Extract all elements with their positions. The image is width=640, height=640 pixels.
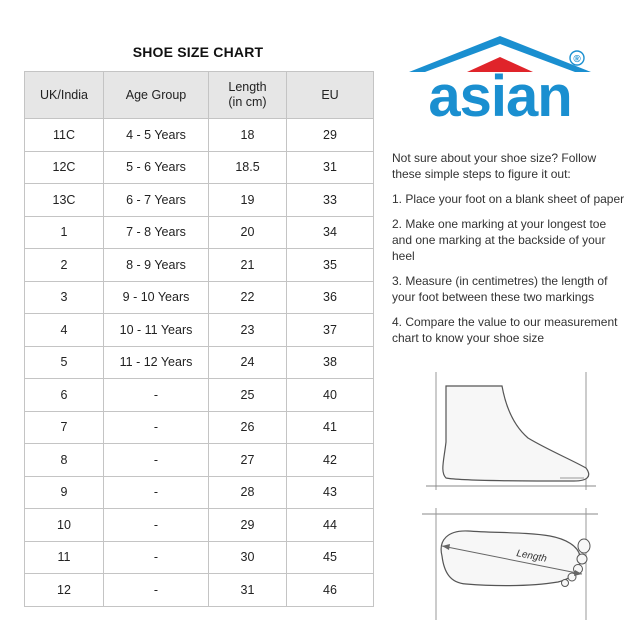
cell-age-group: -: [104, 541, 209, 574]
cell-uk-india: 11C: [25, 119, 104, 152]
registered-mark: ®: [573, 54, 581, 65]
cell-length: 25: [209, 379, 287, 412]
cell-eu: 44: [287, 509, 374, 542]
table-row: [25, 281, 374, 314]
cell-uk-india: 7: [25, 411, 104, 444]
instructions-intro: Not sure about your shoe size? Follow these simple steps to figure it out:: [392, 151, 597, 181]
cell-length: 20: [209, 216, 287, 249]
table-row: [25, 476, 374, 509]
asian-logo: [405, 34, 595, 124]
cell-length: 24: [209, 346, 287, 379]
cell-eu: 45: [287, 541, 374, 574]
cell-uk-india: 8: [25, 444, 104, 477]
cell-uk-india: 12C: [25, 151, 104, 184]
instruction-step: 3. Measure (in centimetres) the length of your foot between these two markings: [392, 274, 608, 304]
cell-uk-india: 6: [25, 379, 104, 412]
cell-age-group: 5 - 6 Years: [104, 151, 209, 184]
cell-length: 30: [209, 541, 287, 574]
cell-age-group: 7 - 8 Years: [104, 216, 209, 249]
table-row: [25, 541, 374, 574]
table-row: [25, 346, 374, 379]
cell-uk-india: 9: [25, 476, 104, 509]
cell-eu: 31: [287, 151, 374, 184]
cell-age-group: 4 - 5 Years: [104, 119, 209, 152]
cell-uk-india: 5: [25, 346, 104, 379]
foot-side-view: [426, 372, 596, 490]
table-row: [25, 411, 374, 444]
chart-title: SHOE SIZE CHART: [132, 44, 264, 60]
cell-age-group: 9 - 10 Years: [104, 281, 209, 314]
header-length: Length (in cm): [209, 72, 287, 119]
cell-uk-india: 3: [25, 281, 104, 314]
cell-eu: 34: [287, 216, 374, 249]
length-label: Length: [515, 548, 548, 565]
instruction-step: 4. Compare the value to our measurement chart to know your shoe size: [392, 315, 618, 345]
foot-top-view: [422, 508, 598, 620]
cell-length: 18: [209, 119, 287, 152]
instructions-panel: [392, 150, 628, 355]
table-row: [25, 216, 374, 249]
cell-length: 21: [209, 249, 287, 282]
cell-age-group: -: [104, 444, 209, 477]
cell-age-group: -: [104, 509, 209, 542]
header-eu: EU: [287, 72, 374, 119]
table-row: [25, 509, 374, 542]
table-row: [25, 444, 374, 477]
cell-eu: 41: [287, 411, 374, 444]
cell-length: 18.5: [209, 151, 287, 184]
cell-eu: 36: [287, 281, 374, 314]
table-row: [25, 574, 374, 607]
cell-eu: 42: [287, 444, 374, 477]
cell-eu: 38: [287, 346, 374, 379]
cell-age-group: 6 - 7 Years: [104, 184, 209, 217]
cell-length: 22: [209, 281, 287, 314]
cell-eu: 29: [287, 119, 374, 152]
cell-age-group: 10 - 11 Years: [104, 314, 209, 347]
cell-age-group: -: [104, 476, 209, 509]
table-header-row: [25, 72, 374, 119]
instruction-step: 2. Make one marking at your longest toe and one marking at the backside of your heel: [392, 217, 607, 263]
cell-eu: 35: [287, 249, 374, 282]
cell-eu: 46: [287, 574, 374, 607]
table-body: [25, 119, 374, 607]
instructions-steps: [392, 191, 628, 346]
table-row: [25, 151, 374, 184]
cell-length: 27: [209, 444, 287, 477]
cell-length: 29: [209, 509, 287, 542]
header-age-group: Age Group: [104, 72, 209, 119]
cell-uk-india: 4: [25, 314, 104, 347]
cell-length: 19: [209, 184, 287, 217]
cell-length: 28: [209, 476, 287, 509]
cell-length: 26: [209, 411, 287, 444]
cell-eu: 40: [287, 379, 374, 412]
cell-age-group: -: [104, 411, 209, 444]
cell-length: 31: [209, 574, 287, 607]
table-row: [25, 249, 374, 282]
cell-age-group: 11 - 12 Years: [104, 346, 209, 379]
table-row: [25, 119, 374, 152]
brand-wordmark: asian: [428, 64, 572, 124]
table-row: [25, 314, 374, 347]
cell-eu: 43: [287, 476, 374, 509]
cell-length: 23: [209, 314, 287, 347]
shoe-size-table: [24, 71, 374, 607]
cell-uk-india: 13C: [25, 184, 104, 217]
instruction-step: 1. Place your foot on a blank sheet of paper: [392, 192, 625, 206]
foot-measurement-diagram: [420, 368, 600, 624]
cell-age-group: -: [104, 379, 209, 412]
cell-eu: 33: [287, 184, 374, 217]
cell-eu: 37: [287, 314, 374, 347]
cell-uk-india: 1: [25, 216, 104, 249]
cell-age-group: -: [104, 574, 209, 607]
cell-uk-india: 10: [25, 509, 104, 542]
cell-uk-india: 11: [25, 541, 104, 574]
table-row: [25, 184, 374, 217]
cell-uk-india: 12: [25, 574, 104, 607]
cell-age-group: 8 - 9 Years: [104, 249, 209, 282]
table-row: [25, 379, 374, 412]
cell-uk-india: 2: [25, 249, 104, 282]
header-uk-india: UK/India: [25, 72, 104, 119]
